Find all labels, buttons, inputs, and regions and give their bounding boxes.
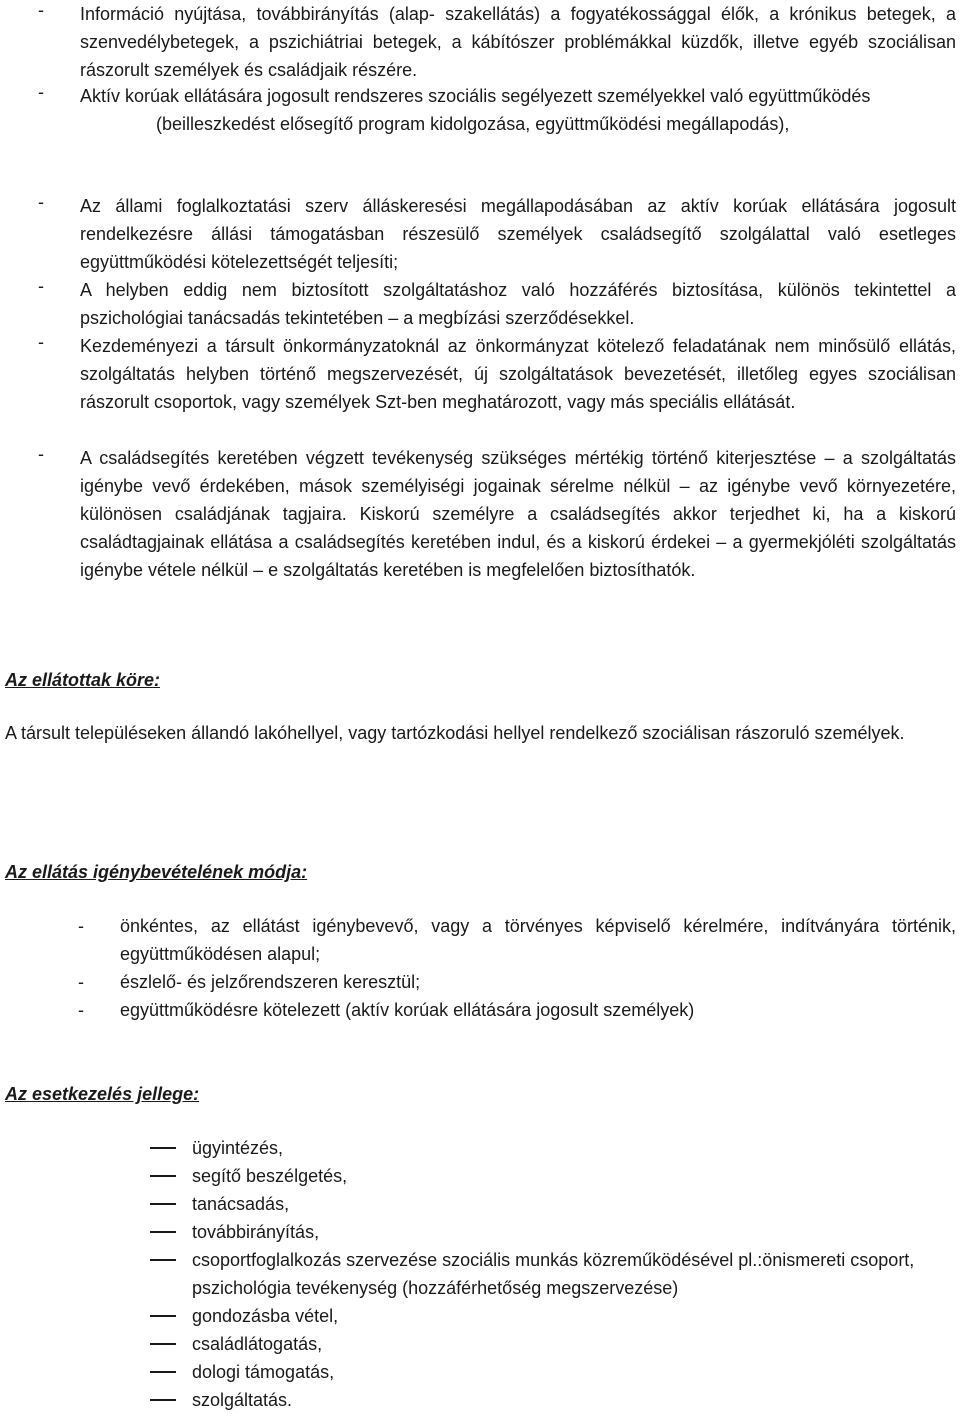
list-item — [150, 1330, 956, 1358]
list-item-text: A helyben eddig nem biztosított szolgáltatáshoz való hozzáférés biztosítása, különös tekintettel a pszichológiai tanácsadás tekintetében – a megbízási szerződésekkel. — [80, 280, 956, 328]
list-item — [78, 912, 956, 968]
list-item — [38, 276, 956, 332]
section-paragraph: A társult településeken állandó lakóhellyel, vagy tartózkodási hellyel rendelkező szociálisan rászoruló személyek. — [5, 723, 905, 743]
bullet-line — [150, 1175, 176, 1177]
bullet-dash: - — [38, 82, 44, 102]
bullet-dash: - — [78, 916, 84, 936]
list-item — [38, 192, 956, 276]
list-item — [150, 1134, 956, 1162]
list-item — [38, 332, 956, 416]
bullet-dash: - — [78, 1000, 84, 1020]
bullet-dash: - — [38, 0, 44, 20]
bullet-dash: - — [78, 972, 84, 992]
bullet-line — [150, 1259, 176, 1261]
list-item-text: észlelő- és jelzőrendszeren keresztül; — [120, 972, 421, 992]
bullet-line — [150, 1315, 176, 1317]
list-item-text: dologi támogatás, — [192, 1362, 335, 1382]
list-item — [150, 1162, 956, 1190]
section-heading: Az esetkezelés jellege: — [5, 1084, 200, 1104]
list-item — [150, 1190, 956, 1218]
list-item-text: Aktív korúak ellátására jogosult rendszeres szociális segélyezett személyekkel való együttműködés — [80, 86, 871, 106]
list-item — [38, 444, 956, 584]
list-item — [78, 996, 956, 1024]
list-item — [150, 1218, 956, 1246]
list-item-text: továbbirányítás, — [192, 1222, 320, 1242]
bullet-line — [150, 1231, 176, 1233]
list-item-text: segítő beszélgetés, — [192, 1166, 348, 1186]
list-item — [150, 1358, 956, 1386]
section-heading: Az ellátottak köre: — [5, 670, 161, 690]
bullet-dash: - — [38, 276, 44, 296]
bullet-line — [150, 1399, 176, 1401]
list-item-text: csoportfoglalkozás szervezése szociális munkás közreműködésével pl.:önismereti csoport, pszichológia tevékenység (hozzáférhetőség megszervezése) — [192, 1250, 915, 1298]
list-item-text: Kezdeményezi a társult önkormányzatoknál az önkormányzat kötelező feladatának nem minősülő ellátás, szolgáltatás helyben történő megszervezését, új szolgáltatások bevezetését, illetőleg egyes szociálisan rászorult csoportok, vagy személyek Szt-ben meghatározott, vagy más speciális ellátását. — [80, 336, 956, 412]
list-item-text: együttműködésre kötelezett (aktív korúak ellátására jogosult személyek) — [120, 1000, 695, 1020]
list-item-text: gondozásba vétel, — [192, 1306, 339, 1326]
list-item-text: A családsegítés keretében végzett tevékenység szükséges mértékig történő kiterjesztése – a szolgáltatás igénybe vevő érdekében, mások személyiségi jogainak sérelme nélkül – az igénybe vevő környezetére, különösen családjának tagjaira. Kiskorú személyre a családsegítés akkor terjedhet ki, ha a kiskorú családtagjainak ellátása a családsegítés keretében indul, és a kiskorú érdekei – a gyermekjóléti szolgáltatás igénybe vétele nélkül – e szolgáltatás keretében is megfelelően biztosíthatók. — [80, 448, 956, 580]
list — [150, 1134, 956, 1414]
list-item — [150, 1246, 956, 1302]
list — [78, 912, 956, 1024]
list-item — [150, 1386, 956, 1414]
list-item — [150, 1302, 956, 1330]
list-item-text: Információ nyújtása, továbbirányítás (alap- szakellátás) a fogyatékossággal élők, a krónikus betegek, a szenvedélybetegek, a pszichiátriai betegek, a kábítószer problémákkal küzdők, illetve egyéb szociálisan rászorult személyek és családjaik részére. — [80, 4, 956, 80]
list-item — [38, 0, 956, 84]
section-heading: Az ellátás igénybevételének módja: — [5, 862, 308, 882]
bullet-dash: - — [38, 444, 44, 464]
bullet-dash: - — [38, 332, 44, 352]
bullet-dash: - — [38, 192, 44, 212]
bullet-line — [150, 1147, 176, 1149]
list-item-text: szolgáltatás. — [192, 1390, 293, 1410]
list-item-subtext: (beilleszkedést elősegítő program kidolgozása, együttműködési megállapodás), — [156, 114, 790, 134]
list-item-text: családlátogatás, — [192, 1334, 323, 1354]
bullet-line — [150, 1343, 176, 1345]
list-item — [38, 82, 956, 138]
list-item — [78, 968, 956, 996]
list-item-text: ügyintézés, — [192, 1138, 284, 1158]
list-item-text: Az állami foglalkoztatási szerv álláskeresési megállapodásában az aktív korúak ellátására jogosult rendelkezésre állási támogatásban részesülő személyek családsegítő szolgálattal való esetleges együttműködési kötelezettségét teljesíti; — [80, 196, 956, 272]
list-item-text: önkéntes, az ellátást igénybevevő, vagy a törvényes képviselő kérelmére, indítványára történik, együttműködésen alapul; — [120, 916, 956, 964]
bullet-line — [150, 1203, 176, 1205]
bullet-line — [150, 1371, 176, 1373]
list-item-text: tanácsadás, — [192, 1194, 290, 1214]
